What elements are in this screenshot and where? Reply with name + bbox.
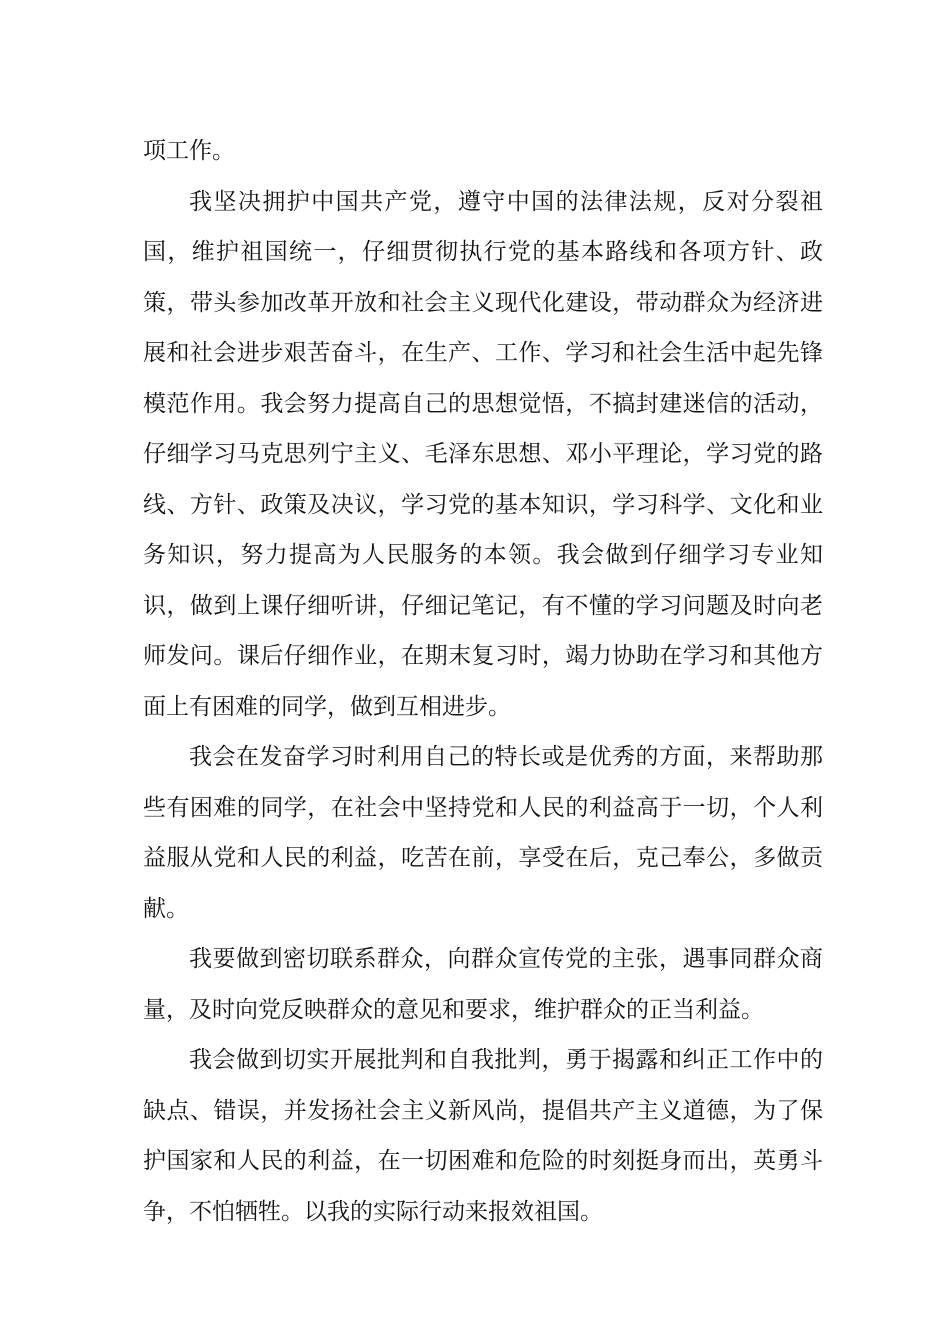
paragraph-help-classmates: 我会在发奋学习时利用自己的特长或是优秀的方面，来帮助那些有困难的同学，在社会中坚持党和人民的利益高于一切，个人利益服从党和人民的利益，吃苦在前，享受在后，克己奉公，多做贡献。	[143, 744, 823, 922]
paragraph-contact-masses: 我要做到密切联系群众，向群众宣传党的主张，遇事同群众商量，及时向党反映群众的意见和要求，维护群众的正当利益。	[143, 946, 823, 1023]
document-body	[143, 126, 823, 1237]
paragraph-continuation: 项工作。	[143, 138, 235, 164]
paragraph-self-criticism: 我会做到切实开展批判和自我批判，勇于揭露和纠正工作中的缺点、错误，并发扬社会主义新风尚，提倡共产主义道德，为了保护国家和人民的利益，在一切困难和危险的时刻挺身而出，英勇斗争，不怕牺牲。以我的实际行动来报效祖国。	[143, 1047, 823, 1225]
paragraph-support-party: 我坚决拥护中国共产党，遵守中国的法律法规，反对分裂祖国，维护祖国统一，仔细贯彻执行党的基本路线和各项方针、政策，带头参加改革开放和社会主义现代化建设，带动群众为经济进展和社会进步艰苦奋斗，在生产、工作、学习和社会生活中起先锋模范作用。我会努力提高自己的思想觉悟，不搞封建迷信的活动，仔细学习马克思列宁主义、毛泽东思想、邓小平理论，学习党的路线、方针、政策及决议，学习党的基本知识，学习科学、文化和业务知识，努力提高为人民服务的本领。我会做到仔细学习专业知识，做到上课仔细听讲，仔细记笔记，有不懂的学习问题及时向老师发问。课后仔细作业，在期末复习时，竭力协助在学习和其他方面上有困难的同学，做到互相进步。	[143, 188, 823, 720]
